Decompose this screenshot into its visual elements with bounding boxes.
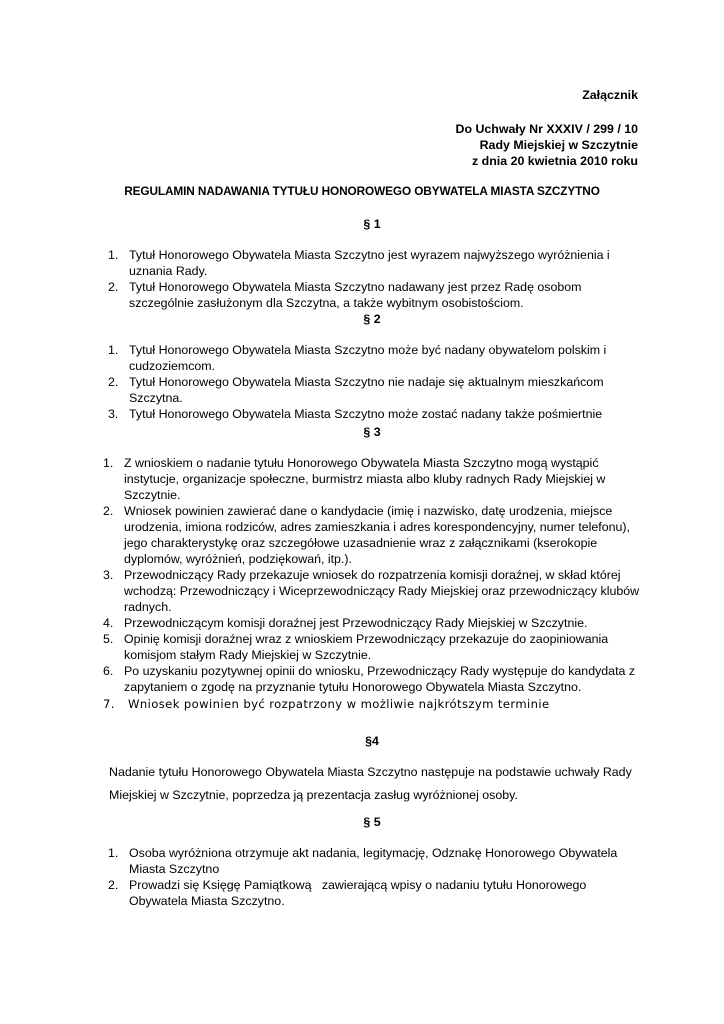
list-item: 3. Przewodniczący Rady przekazuje wniosek do rozpatrzenia komisji doraźnej, w skład której wchodzą: Przewodniczący i Wiceprzewodniczący Rady Miejskiej oraz przewodniczący klubów radnych. bbox=[103, 568, 640, 614]
resolution-number: Do Uchwały Nr XXXIV / 299 / 10 bbox=[455, 122, 638, 136]
list-item: 4. Przewodniczącym komisji doraźnej jest Przewodniczący Rady Miejskiej w Szczytnie. bbox=[103, 616, 588, 630]
list-item: 2. Prowadzi się Księgę Pamiątkową zawierającą wpisy o nadaniu tytułu Honorowego Obywatela Miasta Szczytno. bbox=[108, 878, 587, 908]
document-title: REGULAMIN NADAWANIA TYTUŁU HONOROWEGO OBYWATELA MIASTA SZCZYTNO bbox=[124, 184, 600, 198]
list-item: 2. Wniosek powinien zawierać dane o kandydacie (imię i nazwisko, datę urodzenia, miejsce urodzenia, imiona rodziców, adres zamieszkania i adres korespondencyjny, numer telefonu), jego charakterystykę oraz szczegółowe uzasadnienie wraz z załącznikami (kserokopie dyplomów, wyróżnień, podziękowań, itp.). bbox=[103, 504, 630, 566]
list-item: 6. Po uzyskaniu pozytywnej opinii do wniosku, Przewodniczący Rady występuje do kandydata z zapytaniem o zgodę na przyznanie tytułu Honorowego Obywatela Miasta Szczytno. bbox=[103, 664, 636, 694]
list-item: 3. Tytuł Honorowego Obywatela Miasta Szczytno może zostać nadany także pośmiertnie bbox=[108, 407, 603, 421]
list-item: 7. Wniosek powinien być rozpatrzony w możliwie najkrótszym terminie bbox=[103, 697, 550, 711]
section-mark-4: §4 bbox=[365, 734, 379, 748]
section-mark-2: § 2 bbox=[363, 312, 381, 326]
list-item: 2. Tytuł Honorowego Obywatela Miasta Szczytno nie nadaje się aktualnym mieszkańcom Szczytna. bbox=[108, 375, 604, 405]
section-1-list bbox=[108, 247, 648, 311]
section-mark-3: § 3 bbox=[363, 425, 381, 439]
council-name: Rady Miejskiej w Szczytnie bbox=[479, 138, 638, 152]
section-3-list bbox=[103, 455, 643, 712]
list-item: 2. Tytuł Honorowego Obywatela Miasta Szczytno nadawany jest przez Radę osobom szczególnie zasłużonym dla Szczytna, a także wybitnym osobistościom. bbox=[108, 280, 582, 310]
section-2-list bbox=[108, 342, 648, 422]
list-item: 5. Opinię komisji doraźnej wraz z wnioskiem Przewodniczący przekazuje do zaopiniowania komisjom stałym Rady Miejskiej w Szczytnie. bbox=[103, 632, 609, 662]
list-item: 1. Z wnioskiem o nadanie tytułu Honorowego Obywatela Miasta Szczytno mogą wystąpić instytucje, organizacje społeczne, burmistrz miasta albo kluby radnych Rady Miejskiej w Szczytnie. bbox=[103, 456, 606, 502]
list-item: 1. Tytuł Honorowego Obywatela Miasta Szczytno może być nadany obywatelom polskim i cudzoziemcom. bbox=[108, 343, 607, 373]
section-mark-1: § 1 bbox=[363, 217, 381, 231]
section-4-paragraph: Nadanie tytułu Honorowego Obywatela Miasta Szczytno następuje na podstawie uchwały Rady Miejskiej w Szczytnie, poprzedza ją prezentacja zasług wyróżnionej osoby. bbox=[109, 765, 632, 802]
section-5-list bbox=[108, 845, 648, 909]
attachment-label: Załącznik bbox=[582, 88, 638, 102]
resolution-date: z dnia 20 kwietnia 2010 roku bbox=[472, 154, 638, 168]
list-item: 1. Osoba wyróżniona otrzymuje akt nadania, legitymację, Odznakę Honorowego Obywatela Miasta Szczytno bbox=[108, 846, 618, 876]
section-mark-5: § 5 bbox=[363, 815, 381, 829]
list-item: 1. Tytuł Honorowego Obywatela Miasta Szczytno jest wyrazem najwyższego wyróżnienia i uznania Rady. bbox=[108, 248, 610, 278]
